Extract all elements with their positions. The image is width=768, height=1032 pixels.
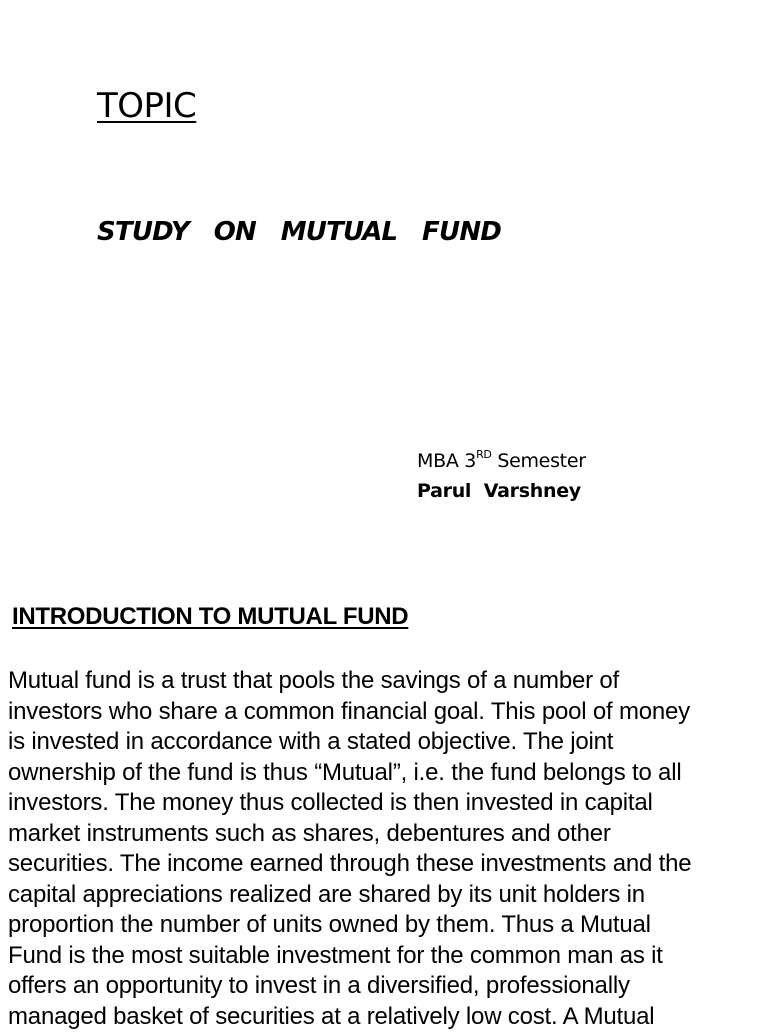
course-line [417, 446, 586, 476]
body-line: Fund is the most suitable investment for the common man as it [8, 941, 760, 972]
body-line: investors who share a common financial goal. This pool of money [8, 697, 760, 728]
course-prefix: MBA 3 [417, 450, 476, 472]
body-line: offers an opportunity to invest in a diversified, professionally [8, 971, 760, 1002]
body-line: ownership of the fund is thus “Mutual”, i.e. the fund belongs to all [8, 758, 760, 789]
course-suffix: Semester [492, 450, 586, 472]
course-superscript: RD [476, 448, 492, 461]
author-name: Parul Varshney [417, 476, 586, 506]
body-line: capital appreciations realized are shared by its unit holders in [8, 880, 760, 911]
body-line: managed basket of securities at a relatively low cost. A Mutual [8, 1002, 760, 1032]
topic-label: TOPIC [97, 86, 196, 126]
body-paragraph [8, 666, 760, 1032]
section-heading: INTRODUCTION TO MUTUAL FUND [12, 603, 408, 631]
body-line: market instruments such as shares, debentures and other [8, 819, 760, 850]
presentation-title: STUDY ON MUTUAL FUND [97, 217, 501, 247]
body-line: Mutual fund is a trust that pools the savings of a number of [8, 666, 760, 697]
author-info [417, 446, 586, 506]
body-line: investors. The money thus collected is then invested in capital [8, 788, 760, 819]
body-line: is invested in accordance with a stated objective. The joint [8, 727, 760, 758]
body-line: proportion the number of units owned by them. Thus a Mutual [8, 910, 760, 941]
body-line: securities. The income earned through these investments and the [8, 849, 760, 880]
document-page [0, 562, 768, 1024]
